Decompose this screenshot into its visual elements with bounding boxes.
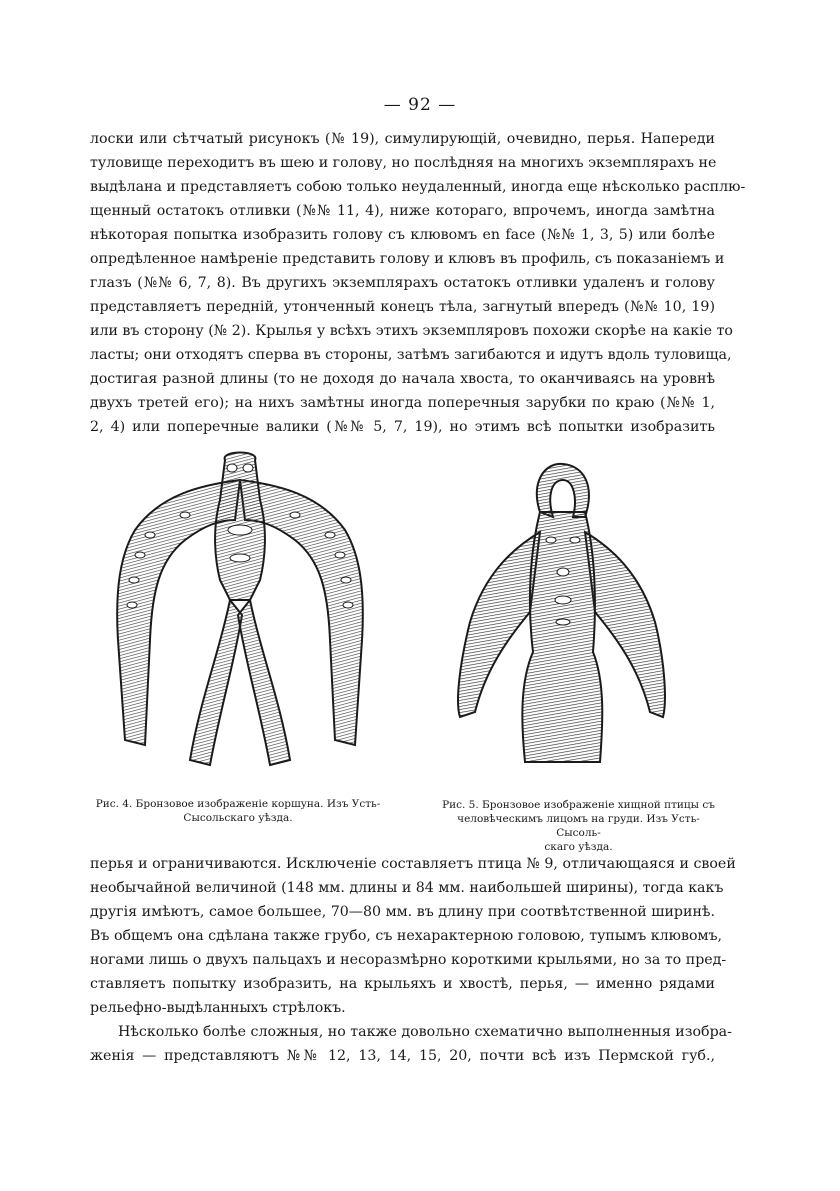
text-line: другія имѣютъ, самое большее, 70—80 мм. въ длину при соотвѣтственной ширинѣ. bbox=[90, 904, 715, 920]
caption-line: Рис. 4. Бронзовое изображеніе коршуна. Изъ Усть- bbox=[95, 798, 381, 810]
text-line: Нѣсколько болѣе сложныя, но также довольно схематично выполненныя изобра- bbox=[118, 1024, 732, 1040]
text-line: нѣкоторая попытка изобразить голову съ клювомъ en face (№№ 1, 3, 5) или болѣе bbox=[90, 227, 715, 243]
caption-line: человѣческимъ лицомъ на груди. Изъ Усть-Сысоль- bbox=[457, 813, 700, 839]
caption-line: скаго уѣзда. bbox=[544, 841, 613, 853]
text-line: достигая разной длины (то не доходя до начала хвоста, то оканчиваясь на уровнѣ bbox=[90, 371, 715, 387]
text-line: необычайной величиной (148 мм. длины и 84 мм. наибольшей ширины), тогда какъ bbox=[90, 880, 724, 896]
text-line: ласты; они отходятъ сперва въ стороны, затѣмъ загибаются и идутъ вдоль туловища, bbox=[90, 347, 732, 363]
text-line: выдѣлана и представляетъ собою только неудаленный, иногда еще нѣсколько расплю- bbox=[90, 179, 746, 195]
figure-5-bird-face-illustration bbox=[445, 462, 675, 780]
page-number: — 92 — bbox=[383, 95, 457, 115]
text-line: женія — представляютъ №№ 12, 13, 14, 15, 20, почти всѣ изъ Пермской губ., bbox=[90, 1048, 715, 1064]
text-line: щенный остатокъ отливки (№№ 11, 4), ниже котораго, впрочемъ, иногда замѣтна bbox=[90, 203, 715, 219]
text-line: перья и ограничиваются. Исключеніе составляетъ птица № 9, отличающаяся и своей bbox=[90, 856, 736, 872]
caption-line: Рис. 5. Бронзовое изображеніе хищной птицы съ bbox=[442, 799, 715, 811]
figure-4-caption bbox=[88, 797, 388, 825]
bottom-paragraphs bbox=[90, 852, 736, 1068]
text-line: опредѣленное намѣреніе представить голову и клювъ въ профиль, съ показаніемъ и bbox=[90, 251, 725, 267]
text-line: 2, 4) или поперечные валики (№№ 5, 7, 19), но этимъ всѣ попытки изобразить bbox=[90, 419, 715, 435]
figure-4-kite-illustration bbox=[100, 440, 380, 785]
text-line: Въ общемъ она сдѣлана также грубо, съ нехарактерною головою, тупымъ клювомъ, bbox=[90, 928, 723, 944]
caption-line: Сысольскаго уѣзда. bbox=[183, 812, 293, 824]
top-paragraph bbox=[90, 127, 746, 439]
text-line: двухъ третей его); на нихъ замѣтны иногда поперечныя зарубки по краю (№№ 1, bbox=[90, 395, 715, 411]
text-line: рельефно-выдѣланныхъ стрѣлокъ. bbox=[90, 1000, 346, 1016]
figure-5-caption bbox=[436, 798, 721, 854]
text-line: туловище переходитъ въ шею и голову, но послѣдняя на многихъ экземплярахъ не bbox=[90, 155, 717, 171]
text-line: глазъ (№№ 6, 7, 8). Въ другихъ экземплярахъ остатокъ отливки удаленъ и голову bbox=[90, 275, 715, 291]
text-line: лоски или сѣтчатый рисунокъ (№ 19), симулирующій, очевидно, перья. Напереди bbox=[90, 131, 715, 147]
bird-face-figure-icon bbox=[445, 462, 675, 780]
kite-figure-icon bbox=[100, 440, 380, 785]
text-line: ставляетъ попытку изобразить, на крыльяхъ и хвостѣ, перья, — именно рядами bbox=[90, 976, 715, 992]
text-line: представляетъ передній, утонченный конецъ тѣла, загнутый впередъ (№№ 10, 19) bbox=[90, 299, 715, 315]
text-line: ногами лишь о двухъ пальцахъ и несоразмѣрно короткими крыльями, но за то пред- bbox=[90, 952, 727, 968]
text-line: или въ сторону (№ 2). Крылья у всѣхъ этихъ экземпляровъ похожи скорѣе на какіе то bbox=[90, 323, 733, 339]
